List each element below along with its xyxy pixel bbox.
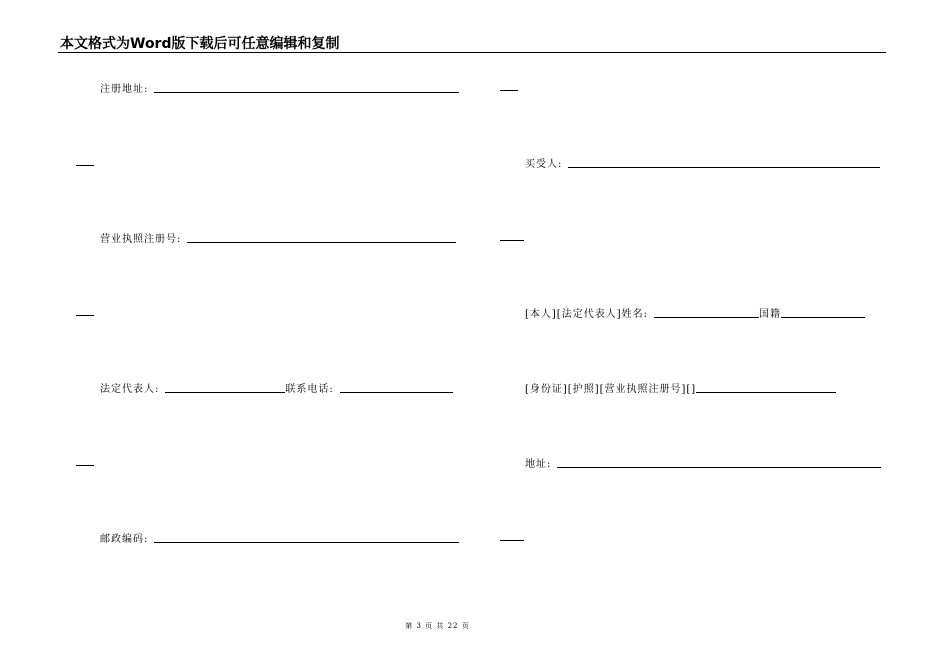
- buyer-address-blank[interactable]: [557, 466, 881, 468]
- id-document-label: [身份证][护照][营业执照注册号][]: [525, 384, 697, 395]
- blank-stub-right-3: [500, 539, 524, 541]
- legal-rep-label: 法定代表人:: [100, 384, 160, 395]
- header-divider: [58, 52, 886, 53]
- legal-rep-phone-field: [100, 380, 453, 395]
- blank-stub-right-1: [500, 89, 518, 91]
- name-nationality-field: [525, 305, 865, 320]
- phone-blank[interactable]: [340, 391, 453, 393]
- license-number-label: 营业执照注册号:: [100, 234, 182, 245]
- page-number: 第 3 页 共 22 页: [405, 622, 470, 630]
- postcode-label: 邮政编码:: [100, 534, 149, 545]
- postcode-field: [100, 530, 459, 545]
- buyer-field: [525, 155, 880, 170]
- license-number-blank[interactable]: [187, 241, 456, 243]
- legal-rep-blank[interactable]: [165, 391, 285, 393]
- postcode-blank[interactable]: [154, 541, 459, 543]
- registered-address-field: [100, 80, 459, 95]
- blank-stub-left-3: [76, 464, 94, 466]
- name-label: [本人][法定代表人]姓名:: [525, 309, 648, 320]
- blank-stub-right-2: [500, 239, 524, 241]
- nationality-label: 国籍: [758, 309, 781, 320]
- nationality-blank[interactable]: [781, 316, 865, 318]
- blank-stub-left-1: [76, 164, 94, 166]
- buyer-address-label: 地址:: [525, 459, 552, 470]
- registered-address-blank[interactable]: [154, 91, 459, 93]
- blank-stub-left-2: [76, 314, 94, 316]
- document-header-title: 本文格式为Word版下载后可任意编辑和复制: [60, 36, 340, 52]
- phone-label: 联系电话:: [285, 384, 334, 395]
- buyer-address-field: [525, 455, 881, 470]
- license-number-field: [100, 230, 456, 245]
- id-document-field: [525, 380, 836, 395]
- registered-address-label: 注册地址:: [100, 84, 149, 95]
- name-blank[interactable]: [654, 316, 759, 318]
- buyer-label: 买受人:: [525, 159, 563, 170]
- buyer-blank[interactable]: [568, 166, 880, 168]
- id-document-blank[interactable]: [696, 391, 836, 393]
